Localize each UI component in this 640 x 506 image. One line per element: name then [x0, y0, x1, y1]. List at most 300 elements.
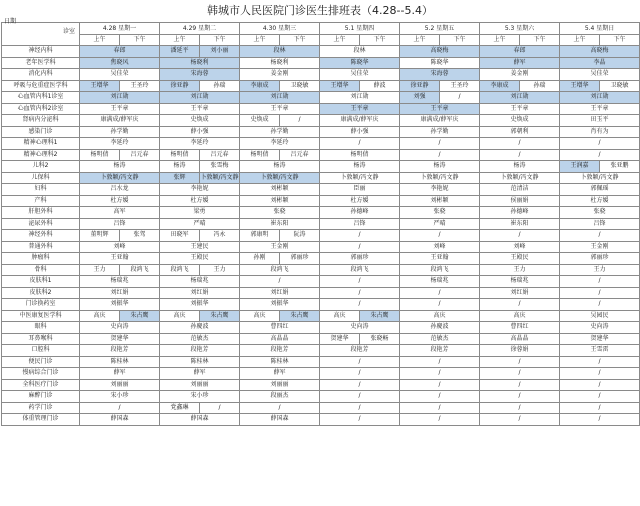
doctor-cell: 杨涛 — [80, 161, 160, 173]
doctor-cell: 严晴 — [400, 218, 480, 230]
doctor-cell: 张骁 — [240, 207, 320, 219]
department-name: 儿科2 — [2, 161, 80, 173]
doctor-cell: 卜敦颖/冯文静 — [400, 172, 480, 184]
doctor-cell: 杨明倩 — [320, 149, 400, 161]
corner-cell — [2, 18, 80, 46]
doctor-cell: 孙德峰 — [320, 207, 400, 219]
doctor-cell: / — [320, 356, 400, 368]
doctor-cell: 王雪雷 — [560, 345, 640, 357]
doctor-cell: 王圣玲 — [440, 80, 480, 92]
department-name: 肾病内分泌科 — [2, 115, 80, 127]
table-row — [2, 207, 640, 219]
period-pm: 下午 — [120, 35, 160, 46]
doctor-cell: 宋小珍 — [80, 391, 160, 403]
period-pm: 下午 — [200, 35, 240, 46]
doctor-cell: 张辉 — [160, 172, 200, 184]
doctor-cell: 郭康明 — [240, 230, 280, 242]
doctor-cell: 范敏杰 — [400, 333, 480, 345]
schedule-body — [2, 18, 640, 426]
doctor-cell: 薛军 — [480, 57, 560, 69]
table-row — [2, 195, 640, 207]
doctor-cell: 薛波 — [360, 80, 400, 92]
doctor-cell: 王金刚 — [560, 241, 640, 253]
table-row — [2, 57, 640, 69]
doctor-cell: 刘红娟 — [80, 287, 160, 299]
doctor-cell: 高晓梅 — [400, 46, 480, 58]
doctor-cell: 朱占鹰 — [280, 310, 320, 322]
doctor-cell: 刘彬颖 — [240, 195, 320, 207]
period-am: 上午 — [160, 35, 200, 46]
doctor-cell: / — [400, 391, 480, 403]
doctor-cell: 卫晓敏 — [280, 80, 320, 92]
doctor-cell: / — [400, 402, 480, 414]
doctor-cell: 刘江勋 — [80, 92, 160, 104]
doctor-cell: / — [480, 230, 560, 242]
doctor-cell: / — [480, 391, 560, 403]
doctor-cell: / — [400, 299, 480, 311]
table-row — [2, 218, 640, 230]
table-row — [2, 46, 640, 58]
doctor-cell: / — [320, 287, 400, 299]
day-header: 4.28 星期一 — [80, 23, 160, 35]
doctor-cell: 陈桂林 — [80, 356, 160, 368]
doctor-cell: 史焕成 — [480, 115, 560, 127]
department-name: 门诊换药室 — [2, 299, 80, 311]
doctor-cell: 刘振华 — [240, 299, 320, 311]
date-label: 日期 — [4, 18, 17, 25]
doctor-cell: 贺建华 — [320, 333, 360, 345]
department-name: 泌尿外科 — [2, 218, 80, 230]
doctor-cell: / — [320, 414, 400, 426]
doctor-cell: / — [240, 402, 320, 414]
doctor-cell: / — [480, 402, 560, 414]
doctor-cell: 王亚翰 — [400, 253, 480, 265]
doctor-cell: 王建民 — [160, 241, 240, 253]
doctor-cell: 吴佳荣 — [80, 69, 160, 81]
doctor-cell: 段艳芳 — [160, 345, 240, 357]
doctor-cell: 孙瑞 — [520, 80, 560, 92]
day-header: 5.3 星期六 — [480, 23, 560, 35]
doctor-cell: / — [480, 138, 560, 150]
doctor-cell: 冯永 — [200, 230, 240, 242]
table-row — [2, 115, 640, 127]
doctor-cell: 王平章 — [480, 103, 560, 115]
doctor-cell: 朱占鹰 — [360, 310, 400, 322]
doctor-cell: / — [480, 149, 560, 161]
doctor-cell: 李艳妮 — [400, 184, 480, 196]
table-row — [2, 103, 640, 115]
doctor-cell: 严晴 — [160, 218, 240, 230]
doctor-cell: 杜方媛 — [80, 195, 160, 207]
doctor-cell: 王力 — [480, 264, 560, 276]
doctor-cell: 刘强 — [400, 92, 440, 104]
table-row — [2, 172, 640, 184]
table-row — [2, 379, 640, 391]
doctor-cell: 朱占鹰 — [200, 310, 240, 322]
doctor-cell: 郭丽珍 — [280, 253, 320, 265]
doctor-cell: / — [560, 368, 640, 380]
doctor-cell: / — [320, 402, 400, 414]
doctor-cell: 薛军 — [240, 368, 320, 380]
doctor-cell: 崔东阳 — [480, 218, 560, 230]
department-name: 神经外科 — [2, 230, 80, 242]
doctor-cell: 卜敦颖/冯文静 — [320, 172, 400, 184]
department-name: 药学门诊 — [2, 402, 80, 414]
department-name: 慢病综合门诊 — [2, 368, 80, 380]
doctor-cell: 卜敦颖/冯文静 — [240, 172, 320, 184]
doctor-cell: 刘丽丽 — [240, 379, 320, 391]
doctor-cell: 杨晓利 — [240, 57, 320, 69]
doctor-cell: 李延玲 — [160, 138, 240, 150]
doctor-cell: 吕锋 — [80, 218, 160, 230]
doctor-cell: 陈桂林 — [160, 356, 240, 368]
period-am: 上午 — [480, 35, 520, 46]
doctor-cell: 郭丽珍 — [320, 253, 400, 265]
table-row — [2, 299, 640, 311]
doctor-cell: 王平章 — [320, 103, 400, 115]
doctor-cell: 王金刚 — [240, 241, 320, 253]
doctor-cell: 李康成 — [240, 80, 280, 92]
table-row — [2, 184, 640, 196]
table-row — [2, 287, 640, 299]
doctor-cell: / — [400, 414, 480, 426]
doctor-cell: 薛小强 — [320, 126, 400, 138]
period-pm: 下午 — [360, 35, 400, 46]
doctor-cell: 史向涛 — [560, 322, 640, 334]
doctor-cell: 段林 — [320, 46, 400, 58]
doctor-cell: 段鸿飞 — [400, 264, 480, 276]
doctor-cell: 高庆 — [320, 310, 360, 322]
doctor-cell: / — [480, 379, 560, 391]
doctor-cell: 贺建华 — [80, 333, 160, 345]
table-row — [2, 241, 640, 253]
department-name: 妇科 — [2, 184, 80, 196]
doctor-cell: 杨涛 — [400, 161, 480, 173]
doctor-cell: / — [240, 276, 320, 288]
doctor-cell: / — [80, 402, 160, 414]
doctor-cell: 高庆 — [400, 310, 480, 322]
doctor-cell: 郭朝利 — [480, 126, 560, 138]
doctor-cell: 高庆 — [240, 310, 280, 322]
doctor-cell: 杨涛 — [160, 161, 200, 173]
doctor-cell: 王力 — [560, 264, 640, 276]
doctor-cell: 侯丽娟 — [480, 195, 560, 207]
doctor-cell: 薛小强 — [160, 126, 240, 138]
doctor-cell: 刘彬颖 — [400, 195, 480, 207]
doctor-cell: / — [560, 276, 640, 288]
doctor-cell: 吴佳荣 — [560, 69, 640, 81]
doctor-cell: 刘小丽 — [200, 46, 240, 58]
period-pm: 下午 — [280, 35, 320, 46]
doctor-cell: 刘江勋 — [560, 92, 640, 104]
doctor-cell: 孙瑞 — [200, 80, 240, 92]
table-row — [2, 345, 640, 357]
doctor-cell: 杨瑞兆 — [80, 276, 160, 288]
doctor-cell: / — [560, 138, 640, 150]
doctor-cell: / — [400, 368, 480, 380]
doctor-cell: 杨瑞兆 — [480, 276, 560, 288]
doctor-cell: 刘红娟 — [160, 287, 240, 299]
doctor-cell: 王力 — [200, 264, 240, 276]
doctor-cell: 刘红娟 — [240, 287, 320, 299]
department-name: 感染门诊 — [2, 126, 80, 138]
department-name: 普通外科 — [2, 241, 80, 253]
doctor-cell: 董明辉 — [80, 230, 120, 242]
doctor-cell: / — [560, 149, 640, 161]
doctor-cell: 梁勇 — [160, 207, 240, 219]
doctor-cell: 段艳芳 — [80, 345, 160, 357]
table-row — [2, 322, 640, 334]
period-pm: 下午 — [440, 35, 480, 46]
doctor-cell: 张晓畅 — [360, 333, 400, 345]
doctor-cell: 焦晓风 — [80, 57, 160, 69]
doctor-cell: 王增华 — [320, 80, 360, 92]
doctor-cell: 田晓军 — [160, 230, 200, 242]
doctor-cell: 宋海蓉 — [160, 69, 240, 81]
day-header: 4.29 星期二 — [160, 23, 240, 35]
table-row — [2, 356, 640, 368]
doctor-cell: 段林 — [240, 46, 320, 58]
doctor-cell: 张骁 — [560, 207, 640, 219]
table-row — [2, 92, 640, 104]
doctor-cell: 陈晓华 — [400, 57, 480, 69]
table-row — [2, 149, 640, 161]
doctor-cell: 李康成 — [480, 80, 520, 92]
doctor-cell: 高庆 — [160, 310, 200, 322]
doctor-cell: / — [400, 138, 480, 150]
department-name: 肝胆外科 — [2, 207, 80, 219]
doctor-cell: / — [480, 356, 560, 368]
doctor-cell: 王圣玲 — [120, 80, 160, 92]
doctor-cell: 薛国森 — [80, 414, 160, 426]
doctor-cell: 姜金刚 — [480, 69, 560, 81]
doctor-cell: / — [280, 115, 320, 127]
table-row — [2, 276, 640, 288]
day-header: 5.2 星期五 — [400, 23, 480, 35]
doctor-cell: 刘江勋 — [240, 92, 320, 104]
doctor-cell: 刘江勋 — [480, 92, 560, 104]
table-row — [2, 69, 640, 81]
doctor-cell: 史焕成 — [240, 115, 280, 127]
doctor-cell: 李艳妮 — [160, 184, 240, 196]
doctor-cell: 吴园民 — [560, 310, 640, 322]
doctor-cell: 吕锋 — [560, 218, 640, 230]
doctor-cell: 高庆 — [80, 310, 120, 322]
doctor-cell: 宋小珍 — [160, 391, 240, 403]
doctor-cell: 卜敦颖/冯文静 — [80, 172, 160, 184]
doctor-cell: 党鑫琳 — [160, 402, 200, 414]
department-name: 耳鼻喉科 — [2, 333, 80, 345]
doctor-cell: 杨瑞兆 — [160, 276, 240, 288]
doctor-cell: 姜金刚 — [240, 69, 320, 81]
table-row — [2, 80, 640, 92]
table-row — [2, 253, 640, 265]
department-name: 皮肤科1 — [2, 276, 80, 288]
doctor-cell: / — [320, 299, 400, 311]
department-name: 便民门诊 — [2, 356, 80, 368]
doctor-cell: 孙学勤 — [80, 126, 160, 138]
header-period-row — [2, 35, 640, 46]
doctor-cell: / — [480, 368, 560, 380]
department-name: 中医康复医学科 — [2, 310, 80, 322]
doctor-cell: 孙学勤 — [240, 126, 320, 138]
doctor-cell: 吕水龙 — [80, 184, 160, 196]
doctor-cell: 史向涛 — [80, 322, 160, 334]
department-name: 消化内科 — [2, 69, 80, 81]
doctor-cell: 孙刚 — [240, 253, 280, 265]
doctor-cell: 徐亚静 — [400, 80, 440, 92]
doctor-cell: 段艳芳 — [320, 345, 400, 357]
doctor-cell: 段艳芳 — [400, 345, 480, 357]
doctor-cell: 刘峰 — [400, 241, 480, 253]
department-name: 神经内科 — [2, 46, 80, 58]
doctor-cell: 段丽杰 — [240, 391, 320, 403]
table-row — [2, 138, 640, 150]
doctor-cell: 徐蓉娟 — [480, 345, 560, 357]
doctor-cell: 高晓梅 — [560, 46, 640, 58]
day-header: 5.4 星期日 — [560, 23, 640, 35]
department-name: 体重管理门诊 — [2, 414, 80, 426]
doctor-cell: 徐亚静 — [160, 80, 200, 92]
doctor-cell: / — [400, 287, 480, 299]
header-days-row — [2, 23, 640, 35]
doctor-cell: 杨明倩 — [160, 149, 200, 161]
doctor-cell: 杨涛 — [320, 161, 400, 173]
period-pm: 下午 — [600, 35, 640, 46]
doctor-cell: 段艳芳 — [240, 345, 320, 357]
doctor-cell: 吴佳荣 — [320, 69, 400, 81]
department-name: 儿保科 — [2, 172, 80, 184]
doctor-cell: 范敏杰 — [160, 333, 240, 345]
doctor-cell: 刘江勋 — [160, 92, 240, 104]
doctor-cell: 春郎 — [480, 46, 560, 58]
doctor-cell: / — [560, 391, 640, 403]
doctor-cell: 史向涛 — [320, 322, 400, 334]
doctor-cell: 段鸿飞 — [120, 264, 160, 276]
doctor-cell: 刘红娟 — [480, 287, 560, 299]
table-row — [2, 414, 640, 426]
doctor-cell: 孙慶波 — [400, 322, 480, 334]
doctor-cell: 李延玲 — [240, 138, 320, 150]
doctor-cell: 卫晓敏 — [600, 80, 640, 92]
doctor-cell: 康满成/薛军庆 — [80, 115, 160, 127]
doctor-cell: 吕元春 — [200, 149, 240, 161]
doctor-cell: 杨涛 — [480, 161, 560, 173]
doctor-cell: / — [480, 414, 560, 426]
doctor-cell: 臣丽 — [320, 184, 400, 196]
doctor-cell: / — [320, 368, 400, 380]
department-name: 眼科 — [2, 322, 80, 334]
period-am: 上午 — [320, 35, 360, 46]
page-title: 韩城市人民医院门诊医生排班表（4.28--5.4） — [207, 4, 433, 17]
doctor-cell: / — [560, 356, 640, 368]
table-row — [2, 368, 640, 380]
doctor-cell: 高晶晶 — [480, 333, 560, 345]
doctor-cell: 段鸿飞 — [240, 264, 320, 276]
doctor-cell: 史焕成 — [160, 115, 240, 127]
doctor-cell: / — [560, 414, 640, 426]
doctor-cell: 潘延平 — [160, 46, 200, 58]
department-name: 口腔科 — [2, 345, 80, 357]
doctor-cell: / — [400, 356, 480, 368]
doctor-cell: 王平章 — [160, 103, 240, 115]
doctor-cell: 王增华 — [560, 80, 600, 92]
doctor-cell: 郭佩瑶 — [560, 184, 640, 196]
doctor-cell: 李延玲 — [80, 138, 160, 150]
doctor-cell: 薛军 — [80, 368, 160, 380]
doctor-cell: 杜方媛 — [560, 195, 640, 207]
doctor-cell: / — [480, 299, 560, 311]
doctor-cell: 朱占鹰 — [120, 310, 160, 322]
doctor-cell: 杨瑞兆 — [400, 276, 480, 288]
doctor-cell: / — [560, 402, 640, 414]
doctor-cell: / — [320, 391, 400, 403]
department-name: 全科医疗门诊 — [2, 379, 80, 391]
doctor-cell: 王亚翰 — [80, 253, 160, 265]
doctor-cell: 卜敦颖/冯文静 — [560, 172, 640, 184]
doctor-cell: 曹四红 — [240, 322, 320, 334]
department-name: 皮肤科2 — [2, 287, 80, 299]
period-am: 上午 — [80, 35, 120, 46]
department-name: 骨科 — [2, 264, 80, 276]
department-name: 产科 — [2, 195, 80, 207]
doctor-cell: 王平章 — [400, 103, 480, 115]
doctor-cell: 吕元春 — [280, 149, 320, 161]
doctor-cell: 张骁 — [400, 207, 480, 219]
doctor-cell: 康满成/薛军庆 — [320, 115, 400, 127]
doctor-cell: 贺建华 — [560, 333, 640, 345]
doctor-cell: 杨晓利 — [160, 57, 240, 69]
table-row — [2, 161, 640, 173]
department-name: 麻醉门诊 — [2, 391, 80, 403]
department-name: 肿瘤科 — [2, 253, 80, 265]
doctor-cell: 康满成/薛军庆 — [400, 115, 480, 127]
doctor-cell: 刘丽丽 — [160, 379, 240, 391]
day-header: 4.30 星期三 — [240, 23, 320, 35]
doctor-cell: / — [320, 241, 400, 253]
doctor-cell: / — [560, 287, 640, 299]
doctor-cell: / — [320, 276, 400, 288]
department-name: 呼吸与危重症医学科 — [2, 80, 80, 92]
doctor-cell: 杜方媛 — [320, 195, 400, 207]
doctor-cell: 刘江勋 — [320, 92, 400, 104]
doctor-cell: 高庆 — [480, 310, 560, 322]
doctor-cell: 崔东阳 — [240, 218, 320, 230]
doctor-cell: / — [400, 149, 480, 161]
period-am: 上午 — [560, 35, 600, 46]
doctor-cell: / — [320, 230, 400, 242]
doctor-cell: 阮涛 — [280, 230, 320, 242]
table-row — [2, 333, 640, 345]
table-row — [2, 402, 640, 414]
doctor-cell: 卜敦颖/冯文静 — [480, 172, 560, 184]
period-pm: 下午 — [520, 35, 560, 46]
department-name: 精神心理科2 — [2, 149, 80, 161]
doctor-cell: 王力 — [80, 264, 120, 276]
doctor-cell: 王平章 — [560, 103, 640, 115]
doctor-cell: 李晶 — [560, 57, 640, 69]
doctor-cell: 卜敦颖/冯文静 — [200, 172, 240, 184]
period-am: 上午 — [400, 35, 440, 46]
table-row — [2, 310, 640, 322]
doctor-cell: / — [400, 379, 480, 391]
doctor-cell: 王增华 — [80, 80, 120, 92]
table-row — [2, 126, 640, 138]
doctor-cell: 陈晓华 — [320, 57, 400, 69]
department-name: 老年医学科 — [2, 57, 80, 69]
doctor-cell: 范清洁 — [480, 184, 560, 196]
doctor-cell: 杨明倩 — [80, 149, 120, 161]
